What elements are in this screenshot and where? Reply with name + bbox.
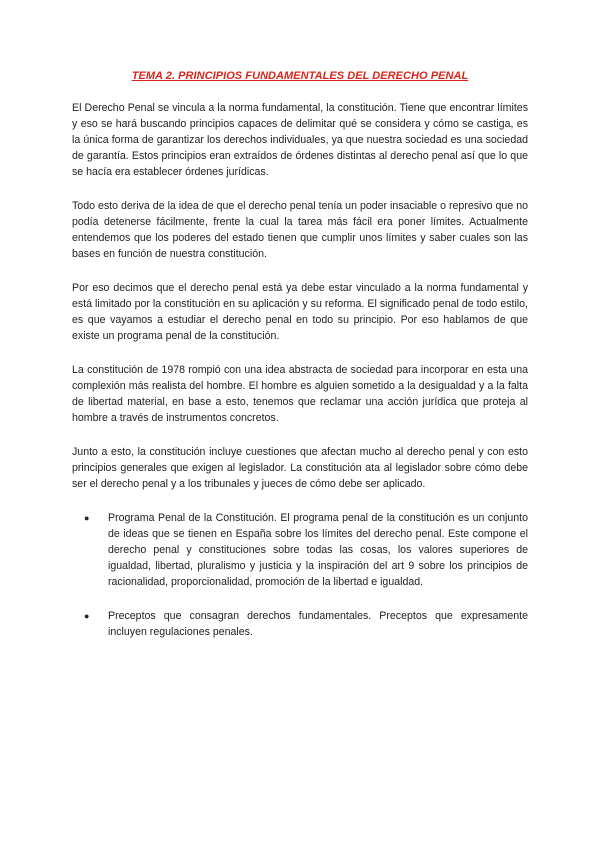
bullet-icon: ● (84, 611, 90, 621)
list-item-text: Preceptos que consagran derechos fundamentales. Preceptos que expresamente incluyen regulaciones penales. (108, 610, 528, 638)
list-item (72, 510, 528, 590)
document-title: TEMA 2. PRINCIPIOS FUNDAMENTALES DEL DERECHO PENAL (131, 70, 469, 82)
paragraph-1: El Derecho Penal se vincula a la norma fundamental, la constitución. Tiene que encontrar límites y eso se hará buscando principios capaces de delimitar qué se considera y cómo se castiga, es la única forma de garantizar los derechos individuales, ya que nuestra sociedad es una sociedad de garantía. Estos principios eran extraídos de órdenes distintas al derecho penal así que lo que se hacía era establecer órdenes jurídicas. (72, 102, 528, 178)
list-item-text: Programa Penal de la Constitución. El programa penal de la constitución es un conjunto de ideas que se tienen en España sobre los límites del derecho penal. Este compone el derecho penal y constituciones sobre todas las cosas, los valores superiores de igualdad, libertad, pluralismo y justicia y la inspiración del art 9 sobre los principios de racionalidad, proporcionalidad, promoción de la libertad e igualdad. (108, 512, 528, 588)
paragraph-2: Todo esto deriva de la idea de que el derecho penal tenía un poder insaciable o represivo que no podía detenerse fácilmente, frente la cual la tarea más fácil era poner límites. Actualmente entendemos que los poderes del estado tienen que cumplir unos límites y saber cuales son las bases en función de nuestra constitución. (72, 200, 528, 260)
bullet-list (72, 510, 528, 640)
list-item (72, 608, 528, 640)
bullet-icon: ● (84, 513, 90, 523)
paragraph-3: Por eso decimos que el derecho penal está ya debe estar vinculado a la norma fundamental y está limitado por la constitución en su aplicación y su reforma. El significado penal de todo estilo, es que vayamos a estudiar el derecho penal en todo su principio. Por eso hablamos de que existe un programa penal de la constitución. (72, 282, 528, 342)
paragraph-4: La constitución de 1978 rompió con una idea abstracta de sociedad para incorporar en esta una complexión más realista del hombre. El hombre es alguien sometido a la desigualdad y a la falta de libertad material, en base a esto, tenemos que reclamar una acción jurídica que proteja al hombre a través de instrumentos concretos. (72, 364, 528, 424)
paragraph-5: Junto a esto, la constitución incluye cuestiones que afectan mucho al derecho penal y con esto principios generales que exigen al legislador. La constitución ata al legislador sobre cómo debe ser el derecho penal y a los tribunales y jueces de cómo debe ser aplicado. (72, 446, 528, 490)
